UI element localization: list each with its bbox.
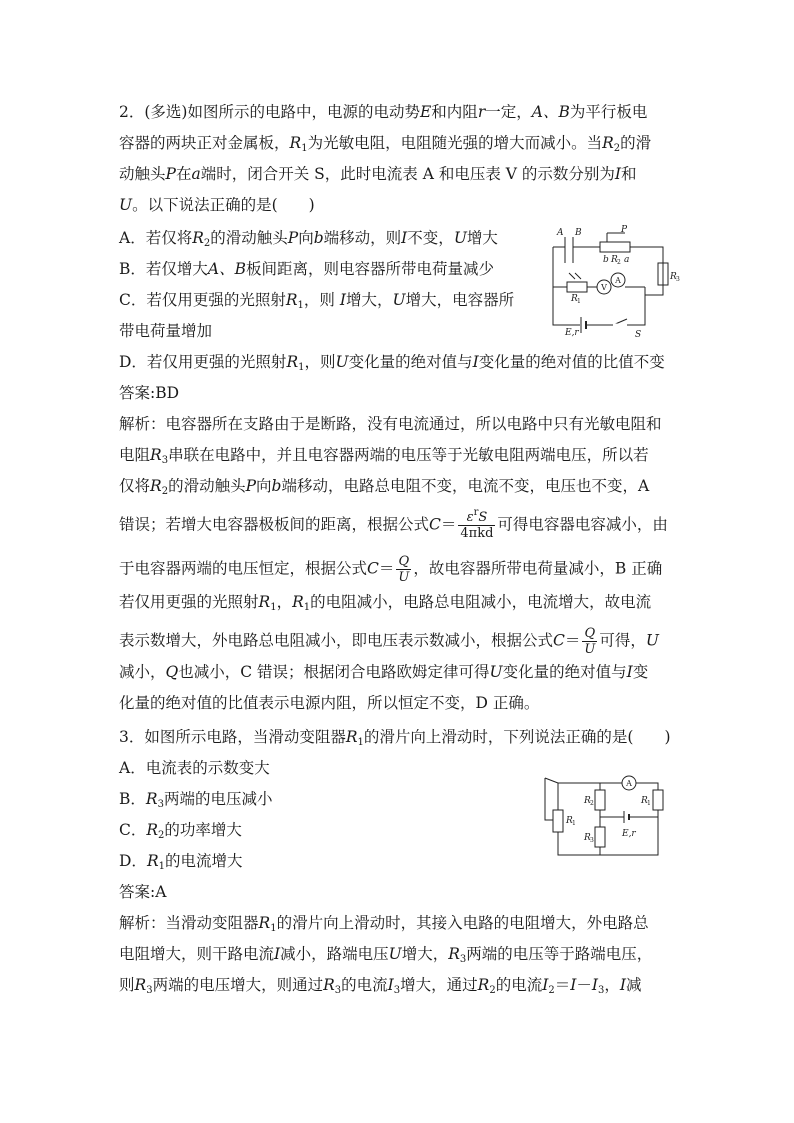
q3-option-a: A．电流表的示数变大 xyxy=(119,759,270,777)
q2-explanation-line7: 表示数增大，外电路总电阻减小，即电压表示数减小，根据公式C＝ $\frac{Q}{U}$ 可得，U xyxy=(119,626,659,657)
q2-explanation-line1: 解析：电容器所在支路由于是断路，没有电流通过，所以电路中只有光敏电阻和 xyxy=(119,415,662,433)
svg-text:1: 1 xyxy=(647,800,651,807)
capacitance-formula: $\frac{\varepsilon^rS}{\text{4πkd}}$ xyxy=(460,507,494,541)
svg-text:b: b xyxy=(603,255,609,265)
svg-text:R: R xyxy=(584,833,591,843)
q2-stem-line2: 容器的两块正对金属板，$R_1$为光敏电阻，电阻随光强的增大而减小。当$R_2$的滑 xyxy=(119,134,652,154)
svg-text:2: 2 xyxy=(617,259,621,266)
svg-text:R: R xyxy=(670,272,677,282)
svg-text:P: P xyxy=(621,225,628,235)
q2-explanation-line3: 仅将$R_2$的滑动触头P向b端移动，电路总电阻不变，电流不变，电压也不变，A xyxy=(119,477,650,497)
q-over-u-fraction: $\frac{Q}{U}$ xyxy=(398,554,410,585)
q2-option-d: D．若仅用更强的光照射$R_1$，则U变化量的绝对值与I变化量的绝对值的比值不变 xyxy=(119,353,665,373)
q2-explanation-line2: 电阻$R_3$串联在电路中，并且电容器两端的电压等于光敏电阻两端电压，所以若 xyxy=(119,446,649,466)
q2-option-c-line2: 带电荷量增加 xyxy=(119,322,213,340)
q2-option-b: B．若仅增大A、B板间距离，则电容器所带电荷量减少 xyxy=(119,260,495,278)
q3-option-c: C．$R_2$的功率增大 xyxy=(119,821,242,841)
svg-text:R: R xyxy=(584,796,591,806)
q2-option-c-line1: C．若仅用更强的光照射$R_1$，则 I增大，U增大，电容器所 xyxy=(119,291,515,311)
svg-text:a: a xyxy=(624,255,630,265)
q2-explanation-line4: 错误；若增大电容器极板间的距离，根据公式C＝ $\frac{\varepsilon^rS}{\text{4πkd}}$ 可得电容器电容减小，由 xyxy=(119,507,668,541)
q3-stem: 3．如图所示电路，当滑动变阻器$R_1$的滑片向上滑动时，下列说法正确的是( ) xyxy=(119,728,671,748)
q2-explanation-line6: 若仅用更强的光照射$R_1$，$R_1$的电阻减小，电路总电阻减小，电流增大，故电流 xyxy=(119,593,652,613)
circuit-diagram-q3 xyxy=(540,770,665,860)
svg-text:R: R xyxy=(641,796,648,806)
q3-explanation-line2: 电阻增大，则干路电流I减小，路端电压U增大，$R_3$两端的电压等于路端电压， xyxy=(119,945,653,965)
q2-stem-line1: 2．(多选)如图所示的电路中，电源的电动势E和内阻r一定，A、B为平行板电 xyxy=(119,103,648,121)
q2-option-a: A．若仅将$R_2$的滑动触头P向b端移动，则I不变，U增大 xyxy=(119,229,498,249)
svg-text:S: S xyxy=(635,330,642,340)
q3-option-b: B．$R_3$两端的电压减小 xyxy=(119,790,273,810)
svg-text:3: 3 xyxy=(590,837,594,844)
q2-stem-line3: 动触头P在a端时，闭合开关 S，此时电流表 A 和电压表 V 的示数分别为I和 xyxy=(119,165,637,183)
svg-text:A: A xyxy=(626,779,632,788)
q3-explanation-line3: 则$R_3$两端的电压增大，则通过$R_3$的电流$I_3$增大，通过$R_2$的电流$I_2=I-I_3$，I减 xyxy=(119,976,642,996)
svg-text:1: 1 xyxy=(572,820,576,827)
q2-explanation-line9: 化量的绝对值的比值表示电源内阻，所以恒定不变，D 正确。 xyxy=(119,694,540,712)
svg-text:3: 3 xyxy=(676,276,680,283)
q3-explanation-line1: 解析：当滑动变阻器$R_1$的滑片向上滑动时，其接入电路的电阻增大，外电路总 xyxy=(119,914,649,934)
svg-text:E,r: E,r xyxy=(622,829,636,839)
svg-text:V: V xyxy=(601,283,607,292)
svg-text:B: B xyxy=(575,228,582,238)
q2-explanation-line5: 于电容器两端的电压恒定，根据公式C＝ $\frac{Q}{U}$ ，故电容器所带电荷量减小，B 正确 xyxy=(119,554,663,585)
q2-answer: 答案:BD xyxy=(119,384,180,402)
q2-stem-line4: U。以下说法正确的是( ) xyxy=(119,196,315,214)
svg-text:2: 2 xyxy=(590,800,594,807)
q2-explanation-line8: 减小，Q也减小，C 错误；根据闭合电路欧姆定律可得U变化量的绝对值与I变 xyxy=(119,663,649,681)
q3-answer: 答案:A xyxy=(119,883,167,901)
circuit-diagram-q2 xyxy=(545,225,680,340)
svg-text:E,r: E,r xyxy=(565,328,579,338)
q3-option-d: D．$R_1$的电流增大 xyxy=(119,852,243,872)
svg-text:R: R xyxy=(611,255,618,265)
svg-text:A: A xyxy=(557,228,564,238)
q-over-u-fraction-2: $\frac{Q}{U}$ xyxy=(584,626,596,657)
svg-text:R: R xyxy=(566,816,573,826)
svg-text:A: A xyxy=(615,276,621,285)
svg-text:1: 1 xyxy=(577,298,581,305)
svg-text:R: R xyxy=(571,294,578,304)
